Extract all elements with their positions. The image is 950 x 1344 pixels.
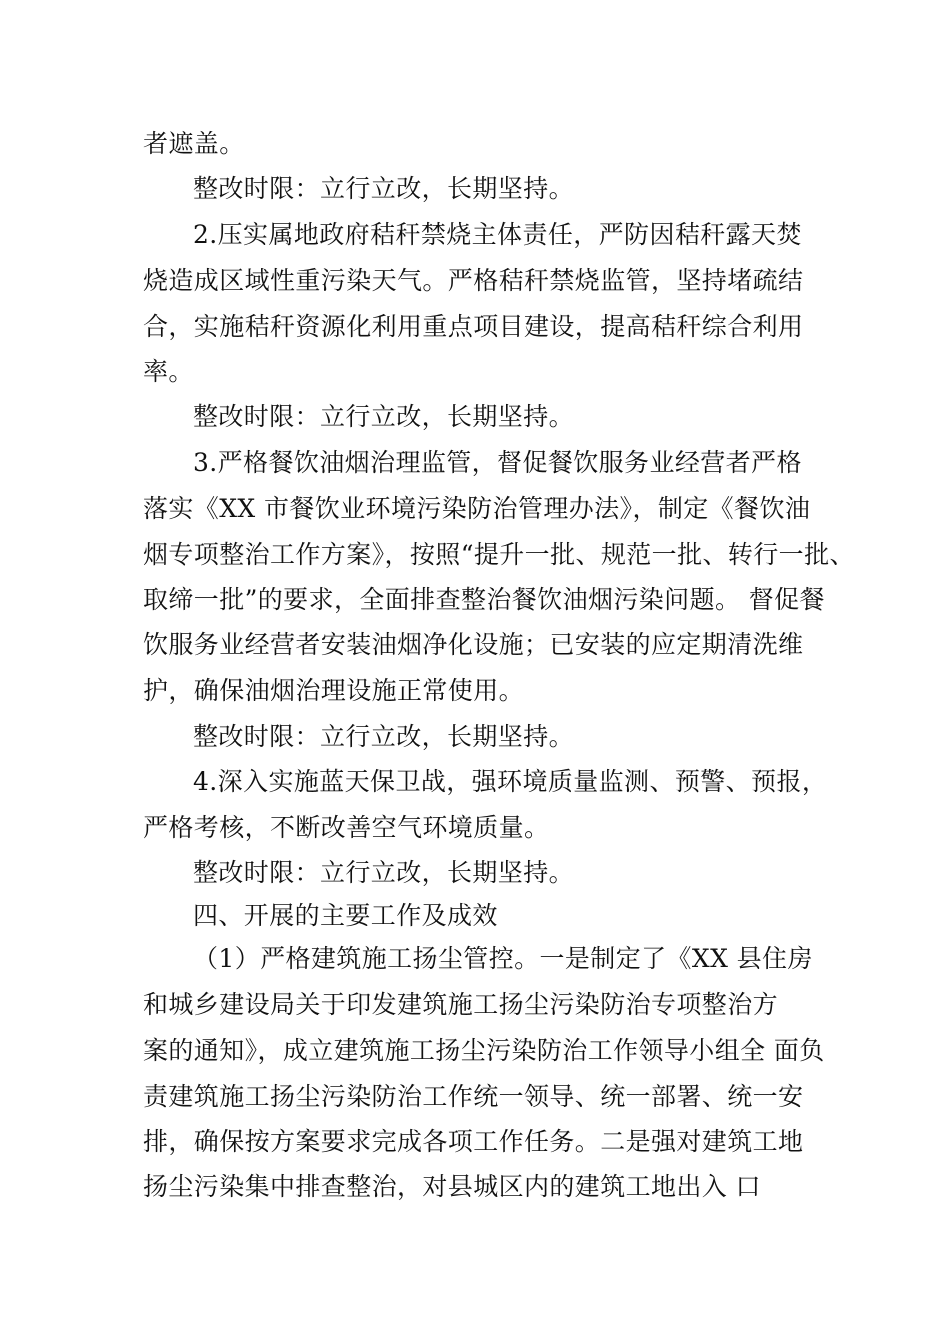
text-line-21: 案的通知》，成立建筑施工扬尘污染防治工作领导小组全 面负 xyxy=(143,1036,825,1065)
text-line-3: 2.压实属地政府秸秆禁烧主体责任，严防因秸秆露天焚 xyxy=(193,220,802,249)
text-line-7: 整改时限：立行立改，长期坚持。 xyxy=(193,402,575,431)
text-line-17: 整改时限：立行立改，长期坚持。 xyxy=(193,858,575,887)
text-line-15: 4.深入实施蓝天保卫战，强环境质量监测、预警、预报， xyxy=(193,767,828,796)
text-line-16: 严格考核，不断改善空气环境质量。 xyxy=(143,813,550,842)
text-line-4: 烧造成区域性重污染天气。严格秸秆禁烧监管，坚持堵疏结 xyxy=(143,266,804,295)
text-line-9: 落实《XX 市餐饮业环境污染防治管理办法》，制定《餐饮油 xyxy=(143,494,811,523)
text-line-6: 率。 xyxy=(143,357,194,386)
text-line-10: 烟专项整治工作方案》，按照“提升一批、规范一批、转行一批、 xyxy=(143,540,855,569)
text-line-11: 取缔一批”的要求，全面排查整治餐饮油烟污染问题。 督促餐 xyxy=(143,585,825,614)
text-line-14: 整改时限：立行立改，长期坚持。 xyxy=(193,722,575,751)
text-line-8: 3.严格餐饮油烟治理监管，督促餐饮服务业经营者严格 xyxy=(193,448,802,477)
text-line-24: 扬尘污染集中排查整治，对县城区内的建筑工地出入 口 xyxy=(143,1172,761,1201)
text-line-1: 者遮盖。 xyxy=(143,129,245,158)
text-line-2: 整改时限：立行立改，长期坚持。 xyxy=(193,174,575,203)
text-line-5: 合，实施秸秆资源化利用重点项目建设，提高秸秆综合利用 xyxy=(143,312,804,341)
text-line-23: 排，确保按方案要求完成各项工作任务。二是强对建筑工地 xyxy=(143,1127,804,1156)
section-heading: 四、开展的主要工作及成效 xyxy=(193,901,498,930)
text-line-13: 护，确保油烟治理设施正常使用。 xyxy=(143,676,525,705)
text-line-19: （1）严格建筑施工扬尘管控。一是制定了《XX 县住房 xyxy=(193,944,813,973)
text-line-12: 饮服务业经营者安装油烟净化设施；已安装的应定期清洗维 xyxy=(143,630,804,659)
text-line-20: 和城乡建设局关于印发建筑施工扬尘污染防治专项整治方 xyxy=(143,990,779,1019)
text-line-22: 责建筑施工扬尘污染防治工作统一领导、统一部署、统一安 xyxy=(143,1082,804,1111)
